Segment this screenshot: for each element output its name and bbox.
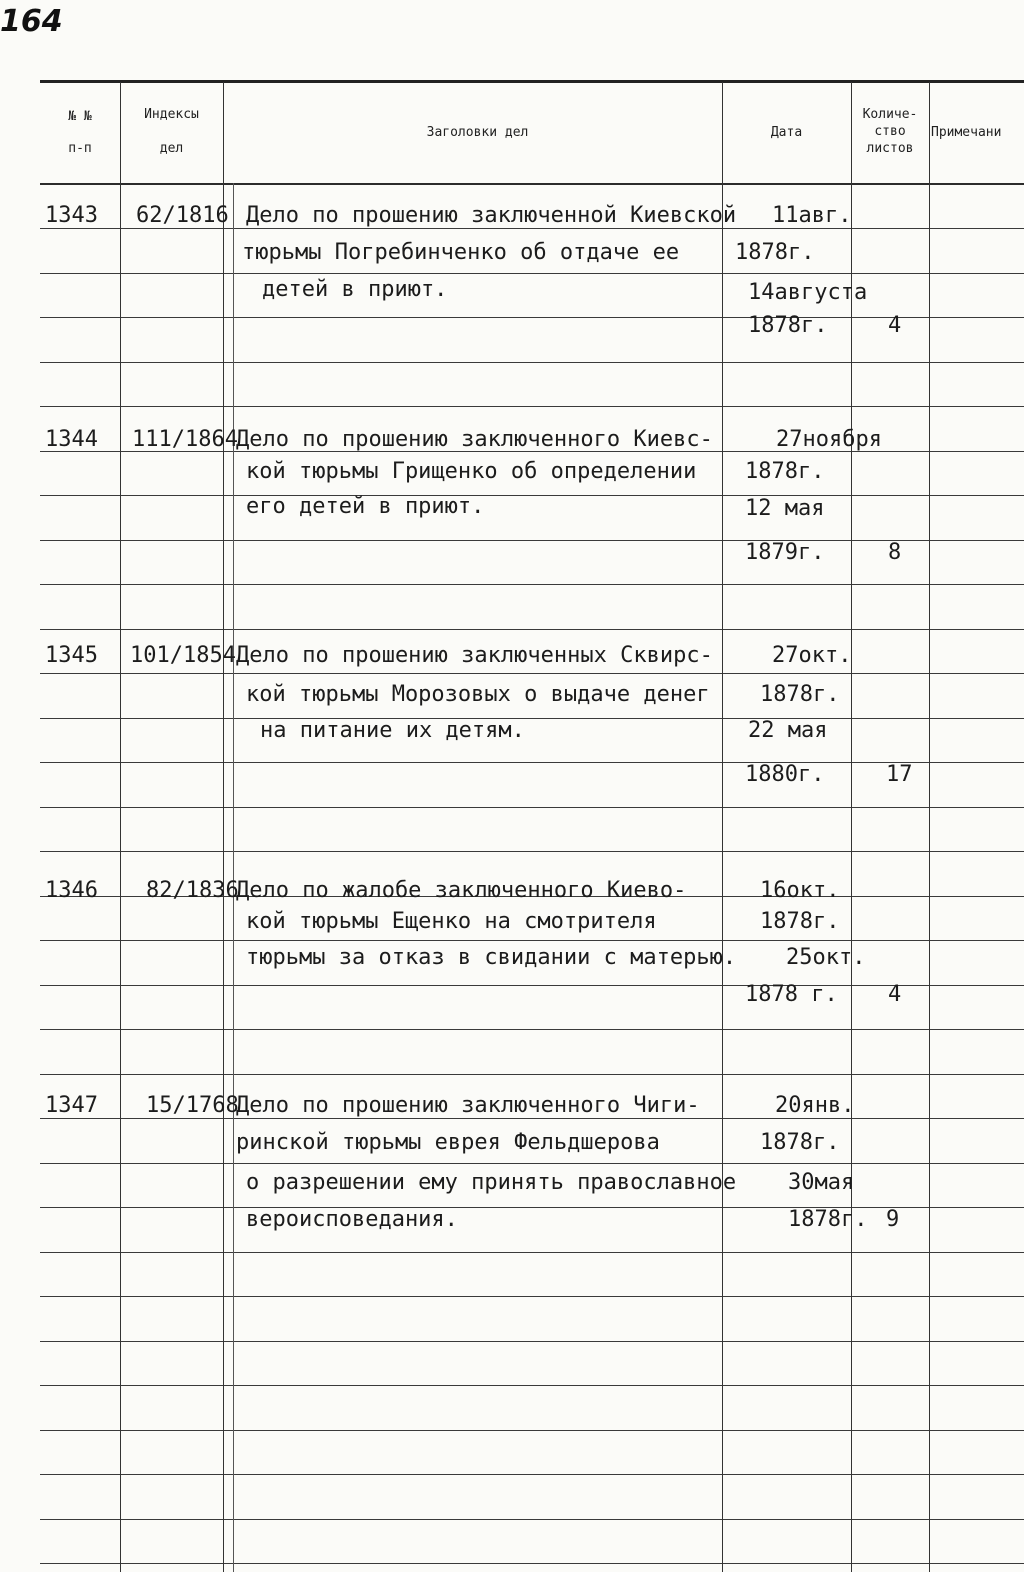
ledger-rule — [40, 1074, 1024, 1075]
header-index-top: Индексы — [144, 107, 199, 122]
entry-date-start: 20янв. — [775, 1093, 855, 1118]
entry-title-line: о разрешении ему принять православное — [246, 1170, 737, 1195]
ledger-rule — [40, 540, 1024, 541]
entry-date-end: 25окт. — [786, 945, 866, 970]
header-date: Дата — [770, 125, 803, 140]
ledger-rule — [40, 1563, 1024, 1564]
entry-number: 1345 — [45, 643, 98, 668]
ledger-rule — [40, 762, 1024, 763]
column-divider-title — [722, 82, 723, 1572]
entry-title-line: тюрьмы Погребинченко об отдаче ее — [242, 240, 680, 265]
entry-title-line: детей в приют. — [262, 277, 448, 302]
ledger-rule — [40, 584, 1024, 585]
entry-index: 15/1768 — [146, 1093, 239, 1118]
header-index-bottom: дел — [159, 141, 184, 156]
table-top-rule — [40, 80, 1024, 83]
entry-title-line: Дело по прошению заключенного Чиги- — [236, 1093, 700, 1118]
entry-index: 62/1816 — [136, 203, 229, 228]
header-count-2: ство — [874, 124, 906, 139]
entry-title-line: кой тюрьмы Морозовых о выдаче денег — [246, 682, 710, 707]
header-sheet-count — [851, 106, 929, 157]
entry-title-line: ринской тюрьмы еврея Фельдшерова — [236, 1130, 660, 1155]
ledger-rule — [40, 362, 1024, 363]
ledger-rule — [40, 406, 1024, 407]
ledger-rule — [40, 1252, 1024, 1253]
ledger-rule — [40, 673, 1024, 674]
entry-sheet-count: 9 — [886, 1207, 900, 1232]
entry-title-line: Дело по прошению заключенной Киевской — [246, 203, 737, 228]
entry-date-start: 16окт. — [760, 878, 840, 903]
ledger-rule — [40, 718, 1024, 719]
header-count-1: Количе- — [862, 107, 918, 122]
entry-date-start-year: 1878г. — [760, 909, 840, 934]
entry-date-start-year: 1878г. — [760, 1130, 840, 1155]
entry-title-line: Дело по жалобе заключенного Киево- — [236, 878, 687, 903]
entry-sheet-count: 8 — [888, 540, 902, 565]
entry-title-line: Дело по прошению заключенного Киевс- — [236, 427, 713, 452]
entry-date-end: 30мая — [788, 1170, 855, 1195]
column-divider-count — [929, 82, 930, 1572]
entry-date-start: 27окт. — [772, 643, 852, 668]
entry-date-start: 11авг. — [772, 203, 852, 228]
ledger-rule — [40, 1430, 1024, 1431]
entry-title-line: тюрьмы за отказ в свидании с матерью. — [246, 945, 737, 970]
ledger-rule — [40, 807, 1024, 808]
header-title: Заголовки дел — [426, 125, 529, 140]
entry-title-line: его детей в приют. — [246, 494, 485, 519]
ledger-rule — [40, 273, 1024, 274]
entry-number: 1343 — [45, 203, 98, 228]
entry-title-line: Дело по прошению заключенных Сквирс- — [236, 643, 713, 668]
ledger-rule — [40, 1474, 1024, 1475]
header-count-3: листов — [866, 141, 914, 156]
entry-title-line: кой тюрьмы Грищенко об определении — [246, 459, 697, 484]
entry-number: 1346 — [45, 878, 98, 903]
entry-sheet-count: 17 — [886, 762, 913, 787]
entry-date-end: 22 мая — [748, 718, 828, 743]
ledger-rule — [40, 1207, 1024, 1208]
header-bottom-rule — [40, 183, 1024, 185]
entry-date-end: 14августа — [748, 280, 868, 305]
entry-date-end-year: 1879г. — [745, 540, 825, 565]
header-nn-bottom: п-п — [68, 141, 92, 156]
ledger-rule — [40, 1341, 1024, 1342]
entry-date-end: 12 мая — [745, 496, 825, 521]
ledger-rule — [40, 1296, 1024, 1297]
entry-number: 1347 — [45, 1093, 98, 1118]
header-notes: Примечани — [931, 125, 1002, 140]
entry-title-line: на питание их детям. — [260, 718, 525, 743]
entry-date-end-year: 1878г. — [748, 313, 828, 338]
column-divider-nn — [120, 82, 121, 1572]
ledger-rule — [40, 851, 1024, 852]
entry-sheet-count: 4 — [888, 982, 902, 1007]
entry-date-end-year: 1878г. — [788, 1207, 868, 1232]
entry-index: 111/1864 — [132, 427, 238, 452]
entry-date-start-year: 1878г. — [735, 240, 815, 265]
entry-title-line: кой тюрьмы Ещенко на смотрителя — [246, 909, 657, 934]
column-divider-index — [223, 82, 224, 1572]
ledger-rule — [40, 940, 1024, 941]
page-number: 164 — [0, 4, 63, 39]
ledger-rule — [40, 1385, 1024, 1386]
ledger-rule — [40, 1163, 1024, 1164]
ledger-rule — [40, 985, 1024, 986]
ledger-rule — [40, 1029, 1024, 1030]
entry-title-line: вероисповедания. — [246, 1207, 458, 1232]
ledger-rule — [40, 629, 1024, 630]
ledger-rule — [40, 495, 1024, 496]
ledger-rule — [40, 1519, 1024, 1520]
entry-number: 1344 — [45, 427, 98, 452]
header-index — [120, 106, 223, 157]
entry-index: 82/1836 — [146, 878, 239, 903]
entry-date-end-year: 1880г. — [745, 762, 825, 787]
entry-sheet-count: 4 — [888, 313, 902, 338]
entry-date-end-year: 1878 г. — [745, 982, 838, 1007]
entry-date-start: 27ноября — [776, 427, 882, 452]
header-nn-top: № № — [68, 109, 92, 124]
entry-date-start-year: 1878г. — [760, 682, 840, 707]
header-nn — [40, 108, 120, 157]
ledger-rule — [40, 317, 1024, 318]
entry-date-start-year: 1878г. — [745, 459, 825, 484]
entry-index: 101/1854 — [130, 643, 236, 668]
